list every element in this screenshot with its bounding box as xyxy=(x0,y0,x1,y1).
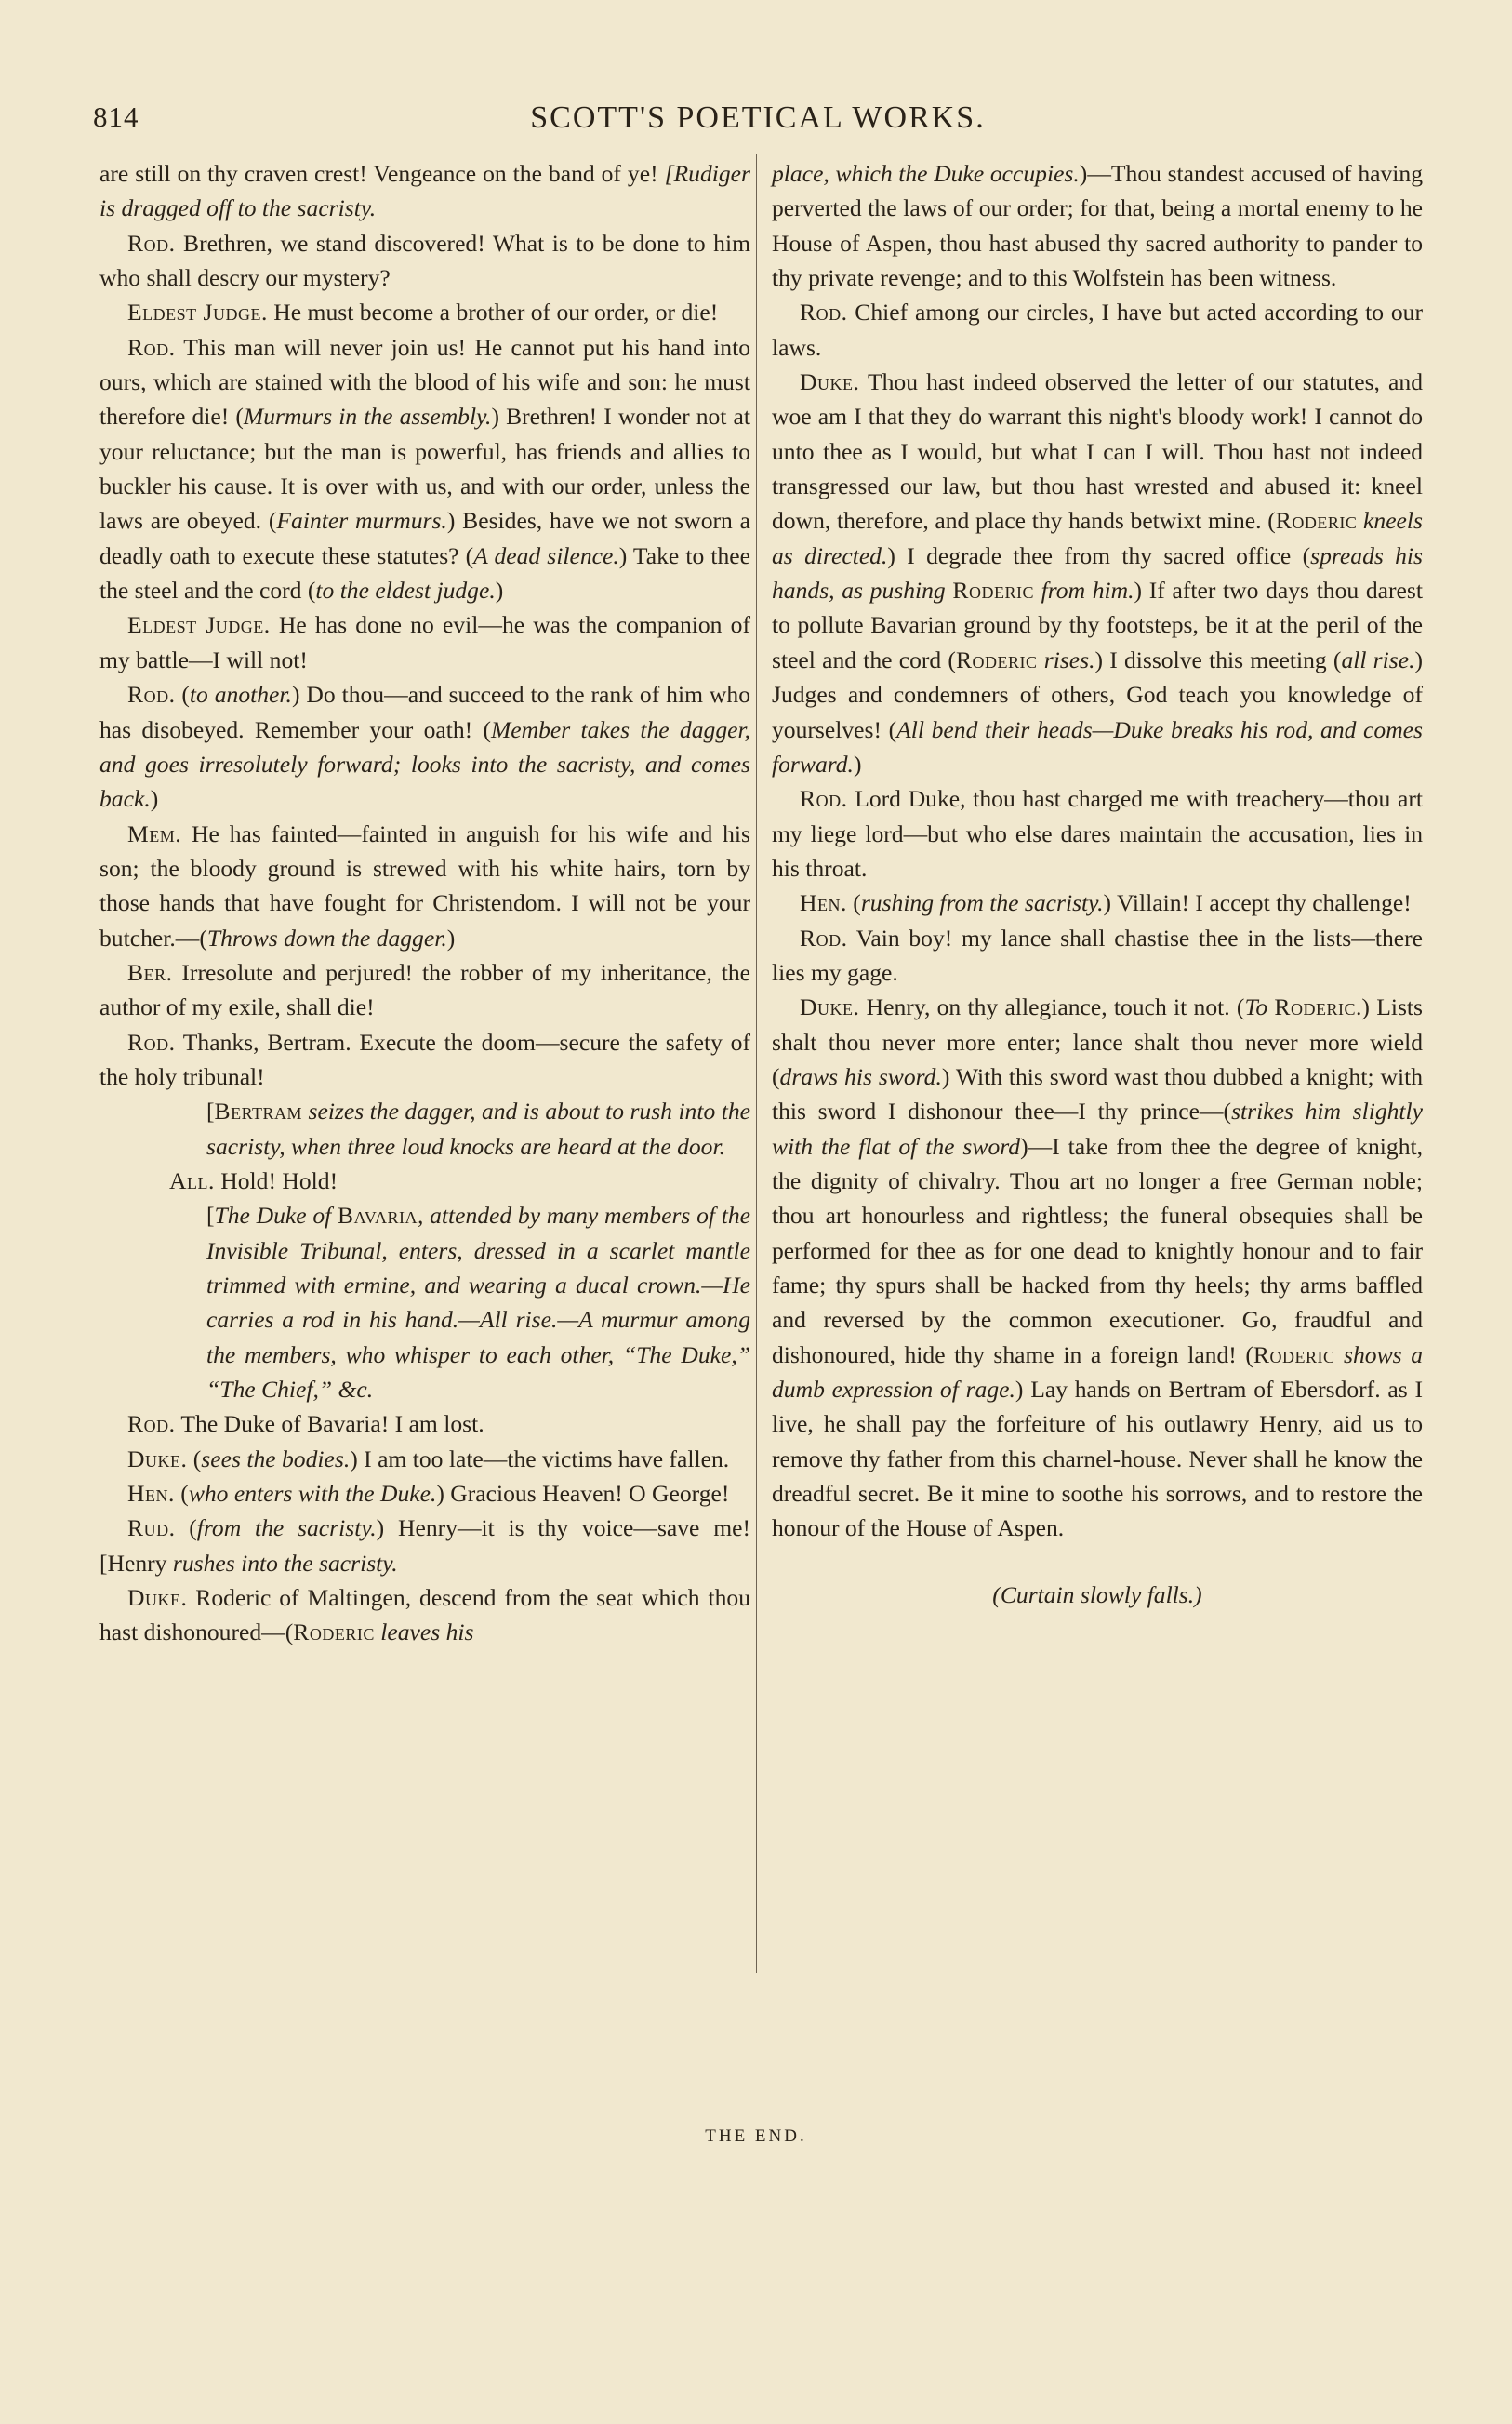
text-run: Roderic xyxy=(293,1618,375,1646)
text-run: Chief among our circles, I have but acted according to our laws. xyxy=(772,299,1423,361)
text-run: are still on thy craven crest! Vengeance on the band of ye! xyxy=(99,160,665,187)
speech-paragraph xyxy=(772,886,1423,920)
stage-text: all rise. xyxy=(1341,646,1415,673)
text-run: Roderic xyxy=(955,646,1038,673)
speech-paragraph xyxy=(772,295,1423,365)
stage-text: A dead silence. xyxy=(473,541,619,569)
text-run: )—I take from thee the degree of knight, the dignity of chivalry. Thou art no longer a free German noble; thou art honourless and rightless; the funeral obsequies shall be performed for thee as for one dead to knightly honour and to fair fame; thy spurs shall be hacked from thy heels; thy arms baffled and reversed by the common executioner. Go, fraudful and dishonoured, hide thy shame in a foreign land! ( xyxy=(772,1132,1423,1368)
text-run: [Henry xyxy=(99,1549,173,1577)
text-run: ( xyxy=(175,1514,197,1542)
text-run: Bertram xyxy=(214,1098,303,1125)
stage-text: Throws down the dagger. xyxy=(206,924,447,952)
speech-paragraph xyxy=(99,1580,750,1650)
speaker-name: Duke. xyxy=(127,1445,188,1472)
text-run: ( xyxy=(846,889,861,917)
speaker-name: Duke. xyxy=(127,1584,188,1612)
text-run: Vain boy! my lance shall chastise thee in the lists—there lies my gage. xyxy=(772,924,1423,986)
column-divider xyxy=(756,154,757,1973)
stage-text: rises. xyxy=(1037,646,1095,673)
speech-paragraph xyxy=(99,330,750,608)
speaker-name: Rod. xyxy=(127,1410,176,1438)
speaker-name: Duke. xyxy=(800,368,860,396)
speech-paragraph xyxy=(99,955,750,1025)
speaker-name: Ber. xyxy=(127,958,173,986)
stage-text: rushing from the sacristy. xyxy=(860,889,1104,917)
speaker-name: Rud. xyxy=(127,1514,176,1542)
speech-paragraph xyxy=(99,1164,750,1198)
text-run: Roderic xyxy=(1274,993,1356,1021)
speaker-name: Eldest Judge. xyxy=(127,611,271,639)
stage-text: from him. xyxy=(1033,577,1134,605)
speech-paragraph xyxy=(99,1442,750,1476)
stage-text: to the eldest judge. xyxy=(315,577,496,605)
text-run: ) xyxy=(853,750,862,778)
speech-paragraph xyxy=(772,156,1423,295)
page-header xyxy=(93,100,1423,147)
text-run: Brethren, we stand discovered! What is to be done to him who shall descry our mystery? xyxy=(99,229,750,292)
text-run: ) Villain! I accept thy challenge! xyxy=(1103,889,1412,917)
stage-text: Fainter murmurs. xyxy=(276,507,447,535)
speech-paragraph xyxy=(772,365,1423,781)
right-column xyxy=(772,156,1423,1612)
speaker-name: Rod. xyxy=(800,299,848,326)
stage-text: who enters with the Duke. xyxy=(188,1480,437,1508)
text-run: ) xyxy=(495,577,504,605)
text-run: ( xyxy=(187,1445,202,1472)
text-run: He has done no evil—he was the companion of my battle—I will not! xyxy=(99,611,750,673)
text-run: ) If after two days thou darest to pollute Bavarian ground by thy footsteps, be it at the peril of the steel and the cord ( xyxy=(772,577,1423,673)
text-run: Thou hast indeed observed the letter of our statutes, and woe am I that they do warrant this night's bloody work! I cannot do unto thee as I would, but what I can I will. Thou hast not indeed transgressed our law, but thou hast wrested and abused it: kneel down, therefore, and place thy hands betwixt mine. ( xyxy=(772,368,1423,535)
text-run: ) Do thou—and succeed to the rank of him who has disobeyed. Remember your oath! ( xyxy=(99,681,750,743)
text-run: Bavaria xyxy=(338,1202,418,1230)
stage-text: spreads his hands, as pushing xyxy=(772,541,1424,605)
text-run: ( xyxy=(175,681,190,709)
text-run: This man will never join us! He cannot put his hand into ours, which are stained with the blood of his wife and son: he must therefore die! ( xyxy=(99,333,750,431)
running-head: SCOTT'S POETICAL WORKS. xyxy=(530,100,986,135)
speaker-name: Rod. xyxy=(127,1028,176,1056)
text-run: ( xyxy=(174,1480,189,1508)
text-run: )—Thou standest accused of having perverted the laws of our order; for that, being a mortal enemy to he House of Aspen, thou hast abused thy sacred authority to pander to thy private revenge; and to this Wolfstein has been witness. xyxy=(772,160,1423,292)
speech-paragraph xyxy=(772,990,1423,1546)
speaker-name: Rod. xyxy=(127,229,176,257)
text-run: [ xyxy=(206,1202,215,1230)
stage-text: [Rudiger is dragged off to the sacristy. xyxy=(99,160,750,222)
text-run: ) With this sword wast thou dubbed a knight; with this sword I dishonour thee—I thy prince—( xyxy=(772,1062,1423,1125)
speech-paragraph xyxy=(99,1476,750,1511)
left-column xyxy=(99,156,750,1650)
stage-text: Murmurs in the assembly. xyxy=(243,403,492,431)
text-run: ) xyxy=(446,924,456,952)
text-run: He has fainted—fainted in anguish for his wife and his son; the bloody ground is strewed with his white hairs, torn by those hands that have fought for Christendom. I will not be your butcher.—( xyxy=(99,819,750,952)
speaker-name: Hen. xyxy=(127,1480,175,1508)
text-run: ) I degrade thee from thy sacred office ( xyxy=(887,541,1311,569)
page-number: 814 xyxy=(93,100,139,133)
speech-paragraph xyxy=(99,156,750,226)
stage-text: sees the bodies. xyxy=(201,1445,351,1472)
text-run: ) Gracious Heaven! O George! xyxy=(436,1480,730,1508)
text-run: [ xyxy=(206,1098,215,1125)
speech-paragraph xyxy=(772,921,1423,991)
speaker-name: Rod. xyxy=(127,333,176,361)
stage-text: place, which the Duke occupies. xyxy=(772,160,1080,187)
speaker-name: Rod. xyxy=(127,681,176,709)
text-run: ) Take to thee the steel and the cord ( xyxy=(99,541,750,605)
text-run: ) I am too late—the victims have fallen. xyxy=(350,1445,730,1472)
text-run: Roderic xyxy=(1253,1340,1335,1368)
stage-text: strikes him slightly with the flat of the sword xyxy=(772,1098,1423,1160)
speaker-name: Eldest Judge. xyxy=(127,299,268,326)
text-run: ) Besides, have we not sworn a deadly oath to execute these statutes? ( xyxy=(99,507,750,569)
speaker-name: All. xyxy=(169,1166,215,1194)
speech-paragraph xyxy=(99,1406,750,1441)
text-run: ) Henry—it is thy voice—save me! xyxy=(376,1514,751,1542)
text-run: ) Brethren! I wonder not at your reluctance; but the man is powerful, has friends and allies to buckler his cause. It is over with us, and with our order, unless the laws are obeyed. ( xyxy=(99,403,750,535)
stage-text: shows a dumb expression of rage. xyxy=(772,1340,1423,1404)
text-run: Roderic xyxy=(952,577,1034,605)
text-run: .) Lists shalt thou never more enter; lance shalt thou never more wield ( xyxy=(772,993,1423,1090)
speech-paragraph xyxy=(99,817,750,955)
text-run: Roderic of Maltingen, descend from the seat which thou hast dishonoured—( xyxy=(99,1584,750,1646)
stage-direction xyxy=(99,1198,750,1406)
stage-text: kneels as directed. xyxy=(772,507,1423,569)
speaker-name: Mem. xyxy=(127,819,182,847)
stage-text: from the sacristy. xyxy=(196,1514,377,1542)
speaker-name: Rod. xyxy=(800,924,848,952)
speech-paragraph xyxy=(99,607,750,677)
speaker-name: Hen. xyxy=(800,889,847,917)
the-end: THE END. xyxy=(705,2126,807,2146)
text-run: The Duke of Bavaria! I am lost. xyxy=(175,1410,484,1438)
stage-text: leaves his xyxy=(374,1618,474,1646)
text-run: Roderic xyxy=(1275,507,1358,535)
speech-paragraph xyxy=(99,1511,750,1580)
stage-text: To xyxy=(1244,993,1275,1021)
text-run: ) Lay hands on Bertram of Ebersdorf. as I live, he shall pay the forfeiture of his outlawry Henry, aid us to remove thy father from this charnel-house. Never shall he know the dreadful secret. Be it mine to soothe his sorrows, and to restore the honour of the House of Aspen. xyxy=(772,1376,1423,1542)
stage-text: draws his sword. xyxy=(779,1062,942,1090)
stage-direction xyxy=(99,1094,750,1164)
speech-paragraph xyxy=(99,295,750,329)
text-run: He must become a brother of our order, or die! xyxy=(267,299,719,326)
stage-text: rushes into the sacristy. xyxy=(172,1549,398,1577)
stage-text: to another. xyxy=(189,681,292,709)
stage-text: Member takes the dagger, and goes irresolutely forward; looks into the sacristy, and comes back. xyxy=(99,715,750,813)
stage-text: , attended by many members of the Invisible Tribunal, enters, dressed in a scarlet mantle trimmed with ermine, and wearing a ducal crown.—He carries a rod in his hand.—All rise.—A murmur among the members, who whisper to each other, “The Duke,” “The Chief,” &c. xyxy=(206,1202,750,1404)
text-run: Lord Duke, thou hast charged me with treachery—thou art my liege lord—but who else dares maintain the accusation, lies in his throat. xyxy=(772,785,1423,882)
speaker-name: Duke. xyxy=(800,993,860,1021)
text-run: ) I dissolve this meeting ( xyxy=(1094,646,1342,673)
curtain-direction: (Curtain slowly falls.) xyxy=(992,1580,1202,1608)
stage-text: The Duke of xyxy=(214,1202,338,1230)
text-run: ) xyxy=(150,785,159,813)
text-run: Irresolute and perjured! the robber of my inheritance, the author of my exile, shall die! xyxy=(99,958,750,1021)
speaker-name: Rod. xyxy=(800,785,848,813)
speech-paragraph xyxy=(99,1025,750,1095)
speech-paragraph xyxy=(99,677,750,816)
text-run: ) Judges and condemners of others, God teach you knowledge of yourselves! ( xyxy=(772,646,1424,743)
stage-text: All bend their heads—Duke breaks his rod, and comes forward. xyxy=(772,715,1424,778)
text-run: Thanks, Bertram. Execute the doom—secure the safety of the holy tribunal! xyxy=(99,1028,750,1090)
speech-paragraph xyxy=(99,226,750,296)
text-run: Hold! Hold! xyxy=(214,1166,338,1194)
text-run: Henry, on thy allegiance, touch it not. ( xyxy=(859,993,1245,1021)
stage-text: seizes the dagger, and is about to rush into the sacristy, when three loud knocks are heard at the door. xyxy=(206,1098,750,1160)
speech-paragraph xyxy=(772,781,1423,886)
